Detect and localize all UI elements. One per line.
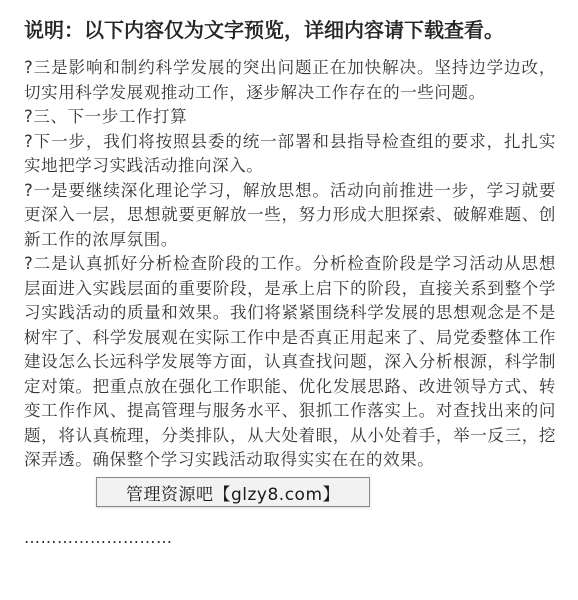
- paragraph-problem-solving: ?三是影响和制约科学发展的突出问题正在加快解决。坚持边学边改，切实用科学发展观推动工作，逐步解决工作存在的一些问题。: [24, 58, 556, 102]
- document-body: [24, 56, 556, 473]
- section-heading-next-steps: ?三、下一步工作打算: [24, 107, 188, 126]
- paragraph-analysis-stage: ?二是认真抓好分析检查阶段的工作。分析检查阶段是学习活动从思想层面进入实践层面的重要阶段，是承上启下的阶段，直接关系到整个学习实践活动的质量和效果。我们将紧紧围绕科学发展的思想观念是不是树牢了、科学发展观在实际工作中是否真正用起来了、局党委整体工作建设怎么长远科学发展等方面，认真查找问题，深入分析根源，科学制定对策。把重点放在强化工作职能、优化发展思路、改进领导方式、转变工作作风、提高管理与服务水平、狠抓工作落实上。对查找出来的问题，将认真梳理，分类排队，从大处着眼，从小处着手，举一反三，挖深弄透。确保整个学习实践活动取得实实在在的效果。: [24, 254, 556, 469]
- continuation-dots: ………………………: [24, 528, 173, 547]
- paragraph-theory-study: ?一是要继续深化理论学习，解放思想。活动向前推进一步，学习就要更深入一层，思想就要更解放一些，努力形成大胆探索、破解难题、创新工作的浓厚氛围。: [24, 180, 556, 249]
- paragraph-next-step-intro: ?下一步，我们将按照县委的统一部署和县指导检查组的要求，扎扎实实地把学习实践活动推向深入。: [24, 131, 556, 175]
- watermark-banner: 管理资源吧【glzy8.com】: [96, 477, 370, 507]
- preview-notice: 说明：以下内容仅为文字预览，详细内容请下载查看。: [24, 18, 504, 42]
